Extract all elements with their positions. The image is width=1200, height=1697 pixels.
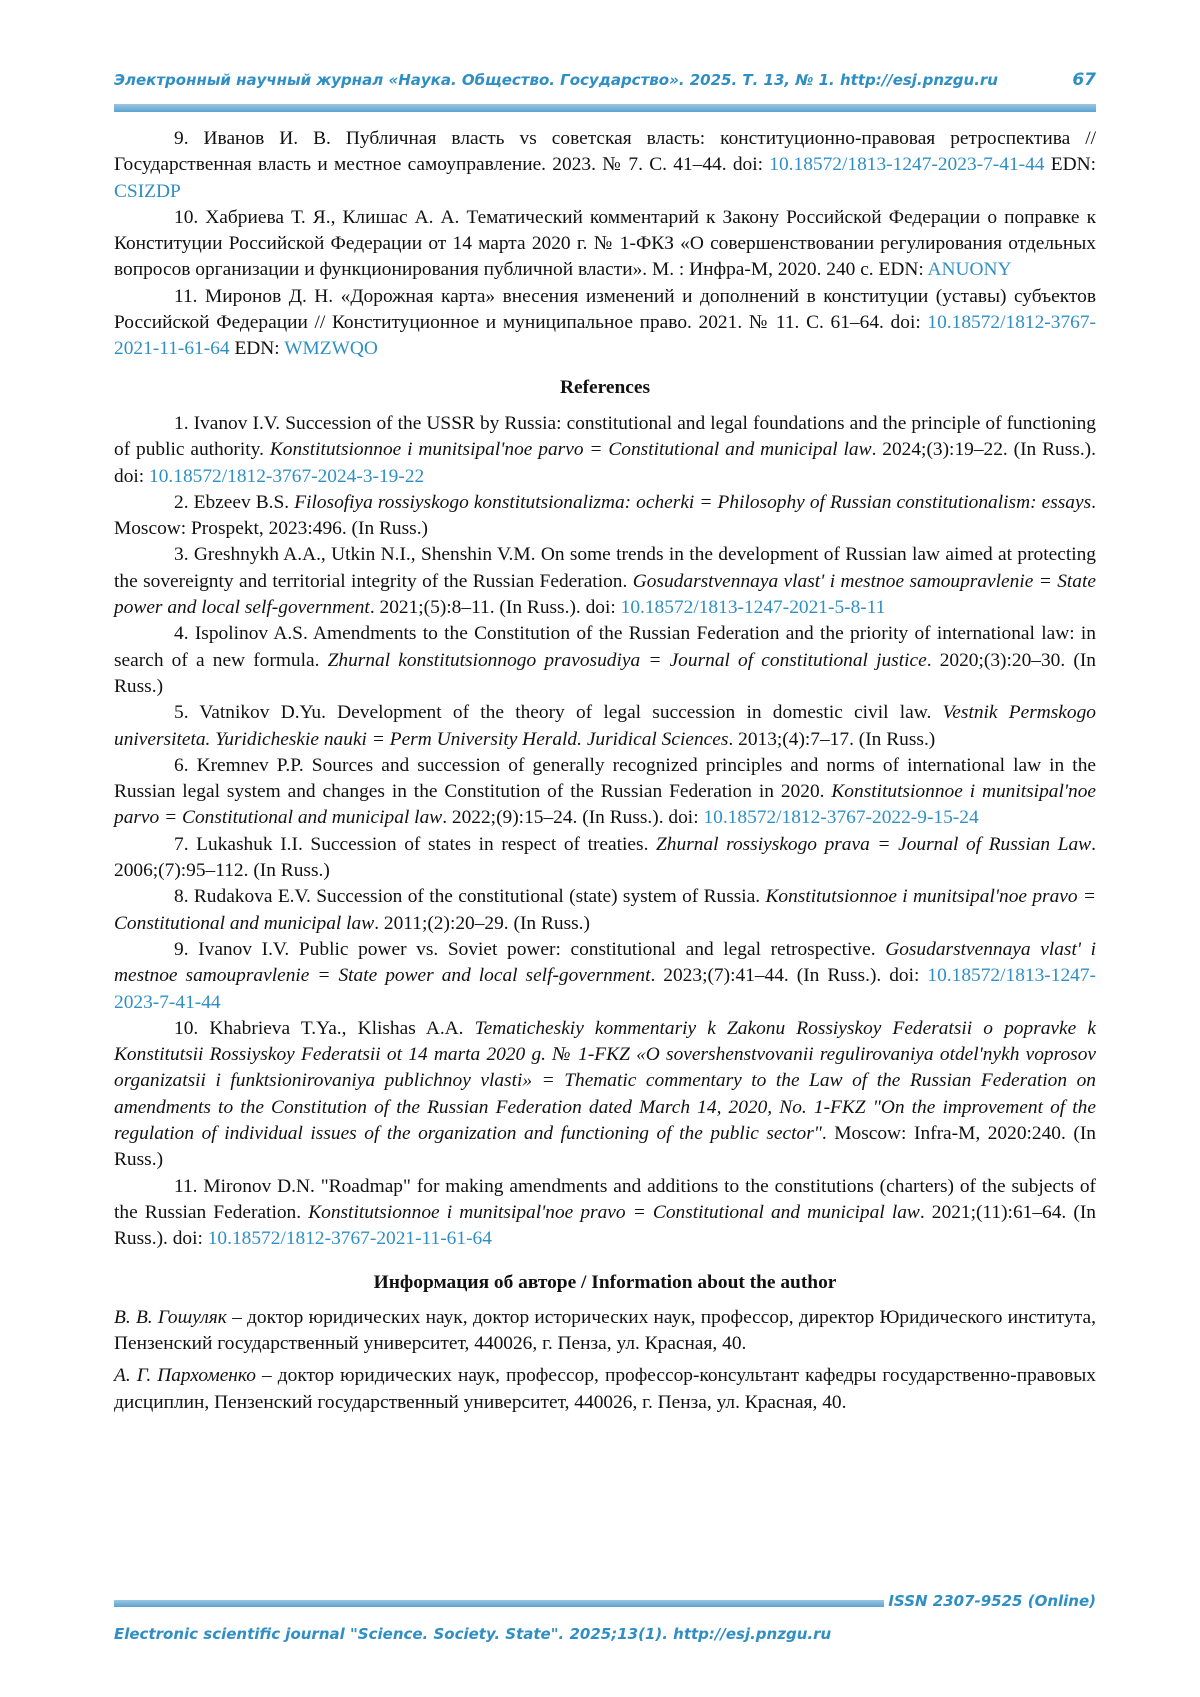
en-ref-3: 3. Greshnykh A.A., Utkin N.I., Shenshin V.M. On some trends in the development of Russian law aimed at protecting the sovereignty and territorial integrity of the Russian Federation. Gosudarstvennaya vlast' i mestnoe samoupravlenie = State power and local self-government. 2021;(5):8–11. (In Russ.). doi: 10.18572/1813-1247-2021-5-8-11 bbox=[114, 544, 1096, 619]
references-heading: References bbox=[559, 376, 651, 398]
en-ref-11: 11. Mironov D.N. "Roadmap" for making amendments and additions to the constitutions (charters) of the subjects of the Russian Federation. Konstitutsionnoe i munitsipal'noe pravo = Constitutional and municipal law. 2021;(11):61–64. (In Russ.). doi: 10.18572/1812-3767-2021-11-61-64 bbox=[114, 1175, 1096, 1250]
page-content bbox=[114, 126, 1096, 1416]
issn: ISSN 2307-9525 (Online) bbox=[888, 1592, 1096, 1610]
author-1: В. В. Гошуляк – доктор юридических наук, доктор исторических наук, профессор, директор Юридического института, Пензенский государственный университет, 440026, г. Пенза, ул. Красная, 40. bbox=[114, 1306, 1096, 1355]
edn-link[interactable]: ANUONY bbox=[927, 259, 1012, 281]
author-info-heading: Информация об авторе / Information about the author bbox=[373, 1272, 837, 1294]
author-name: А. Г. Пархоменко bbox=[114, 1365, 256, 1387]
en-ref-1: 1. Ivanov I.V. Succession of the USSR by Russia: constitutional and legal foundations and the principle of functioning of public authority. Konstitutsionnoe i munitsipal'noe parvo = Constitutional and municipal law. 2024;(3):19–22. (In Russ.). doi: 10.18572/1812-3767-2024-3-19-22 bbox=[114, 412, 1096, 487]
author-name: В. В. Гошуляк bbox=[114, 1306, 227, 1328]
en-ref-4: 4. Ispolinov A.S. Amendments to the Constitution of the Russian Federation and the priority of international law: in search of a new formula. Zhurnal konstitutsionnogo pravosudiya = Journal of constitutional justice. 2020;(3):20–30. (In Russ.) bbox=[114, 623, 1096, 697]
doi-link[interactable]: 10.18572/1812-3767-2021-11-61-64 bbox=[207, 1228, 492, 1250]
en-ref-5: 5. Vatnikov D.Yu. Development of the theory of legal succession in domestic civil law. Vestnik Permskogo universiteta. Yuridicheskie nauki = Perm University Herald. Juridical Sciences. 2013;(4):7–17. (In Russ.) bbox=[114, 702, 1096, 750]
doi-link[interactable]: 10.18572/1813-1247-2023-7-41-44 bbox=[769, 154, 1045, 176]
journal-title: Электронный научный журнал «Наука. Общество. Государство». 2025. Т. 13, № 1. http://esj.pnzgu.ru bbox=[114, 71, 998, 89]
en-ref-6: 6. Kremnev P.P. Sources and succession of generally recognized principles and norms of international law in the Russian legal system and changes in the Constitution of the Russian Federation in 2020. Konstitutsionnoe i munitsipal'noe parvo = Constitutional and municipal law. 2022;(9):15–24. (In Russ.). doi: 10.18572/1812-3767-2022-9-15-24 bbox=[114, 754, 1096, 829]
doi-link[interactable]: 10.18572/1812-3767-2022-9-15-24 bbox=[703, 807, 979, 829]
author-2: А. Г. Пархоменко – доктор юридических наук, профессор, профессор-консультант кафедры государственно-правовых дисциплин, Пензенский государственный университет, 440026, г. Пенза, ул. Красная, 40. bbox=[114, 1365, 1096, 1413]
en-ref-7: 7. Lukashuk I.I. Succession of states in respect of treaties. Zhurnal rossiyskogo prava = Journal of Russian Law. 2006;(7):95–112. (In Russ.) bbox=[114, 833, 1096, 882]
en-ref-8: 8. Rudakova E.V. Succession of the constitutional (state) system of Russia. Konstitutsionnoe i munitsipal'noe pravo = Constitutional and municipal law. 2011;(2):20–29. (In Russ.) bbox=[114, 886, 1096, 934]
en-ref-9: 9. Ivanov I.V. Public power vs. Soviet power: constitutional and legal retrospective. Gosudarstvennaya vlast' i mestnoe samoupravlenie = State power and local self-government. 2023;(7):41–44. (In Russ.). doi: 10.18572/1813-1247-2023-7-41-44 bbox=[114, 938, 1096, 1013]
page-number: 67 bbox=[1072, 70, 1096, 90]
header-rule bbox=[114, 104, 1096, 112]
ru-ref-9: 9. Иванов И. В. Публичная власть vs советская власть: конституционно-правовая ретроспектива // Государственная власть и местное самоуправление. 2023. № 7. С. 41–44. doi: 10.18572/1813-1247-2023-7-41-44 EDN: CSIZDP bbox=[114, 128, 1097, 202]
en-ref-2: 2. Ebzeev B.S. Filosofiya rossiyskogo konstitutsionalizma: ocherki = Philosophy of Russian constitutionalism: essays. Moscow: Prospekt, 2023:496. (In Russ.) bbox=[114, 491, 1096, 540]
footer-journal-title: Electronic scientific journal "Science. Society. State". 2025;13(1). http://esj.pnzgu.ru bbox=[114, 1625, 832, 1643]
ru-ref-11: 11. Миронов Д. Н. «Дорожная карта» внесения изменений и дополнений в конституции (уставы) субъектов Российской Федерации // Конституционное и муниципальное право. 2021. № 11. С. 61–64. doi: 10.18572/1812-3767-2021-11-61-64 EDN: WMZWQO bbox=[114, 285, 1096, 360]
ru-ref-10: 10. Хабриева Т. Я., Клишас А. А. Тематический комментарий к Закону Российской Федерации о поправке к Конституции Российской Федерации от 14 марта 2020 г. № 1-ФКЗ «О совершенствовании регулирования отдельных вопросов организации и функционирования публичной власти». М. : Инфра-М, 2020. 240 с. EDN: ANUONY bbox=[114, 206, 1096, 281]
doi-link[interactable]: 10.18572/1812-3767-2024-3-19-22 bbox=[149, 465, 425, 487]
edn-link[interactable]: CSIZDP bbox=[114, 180, 181, 202]
doi-link[interactable]: 10.18572/1813-1247-2023-7-41-44 bbox=[114, 965, 1096, 1013]
edn-link[interactable]: WMZWQO bbox=[284, 338, 378, 360]
running-header bbox=[114, 70, 1096, 90]
footer-rule bbox=[114, 1600, 884, 1607]
doi-link[interactable]: 10.18572/1813-1247-2021-5-8-11 bbox=[620, 597, 886, 619]
en-ref-10: 10. Khabrieva T.Ya., Klishas A.A. Tematicheskiy kommentariy k Zakonu Rossiyskoy Federatsii o popravke k Konstitutsii Rossiyskoy Federatsii ot 14 marta 2020 g. № 1-FKZ «O sovershenstvovanii regulirovaniya otdel'nykh voprosov organizatsii i funktsionirovaniya publichnoy vlasti» = Thematic commentary to the Law of the Russian Federation on amendments to the Constitution of the Russian Federation dated March 14, 2020, No. 1-FKZ "On the improvement of the regulation of individual issues of the organization and functioning of the public sector". Moscow: Infra-M, 2020:240. (In Russ.) bbox=[114, 1017, 1096, 1171]
doi-link[interactable]: 10.18572/1812-3767-2021-11-61-64 bbox=[114, 312, 1096, 360]
